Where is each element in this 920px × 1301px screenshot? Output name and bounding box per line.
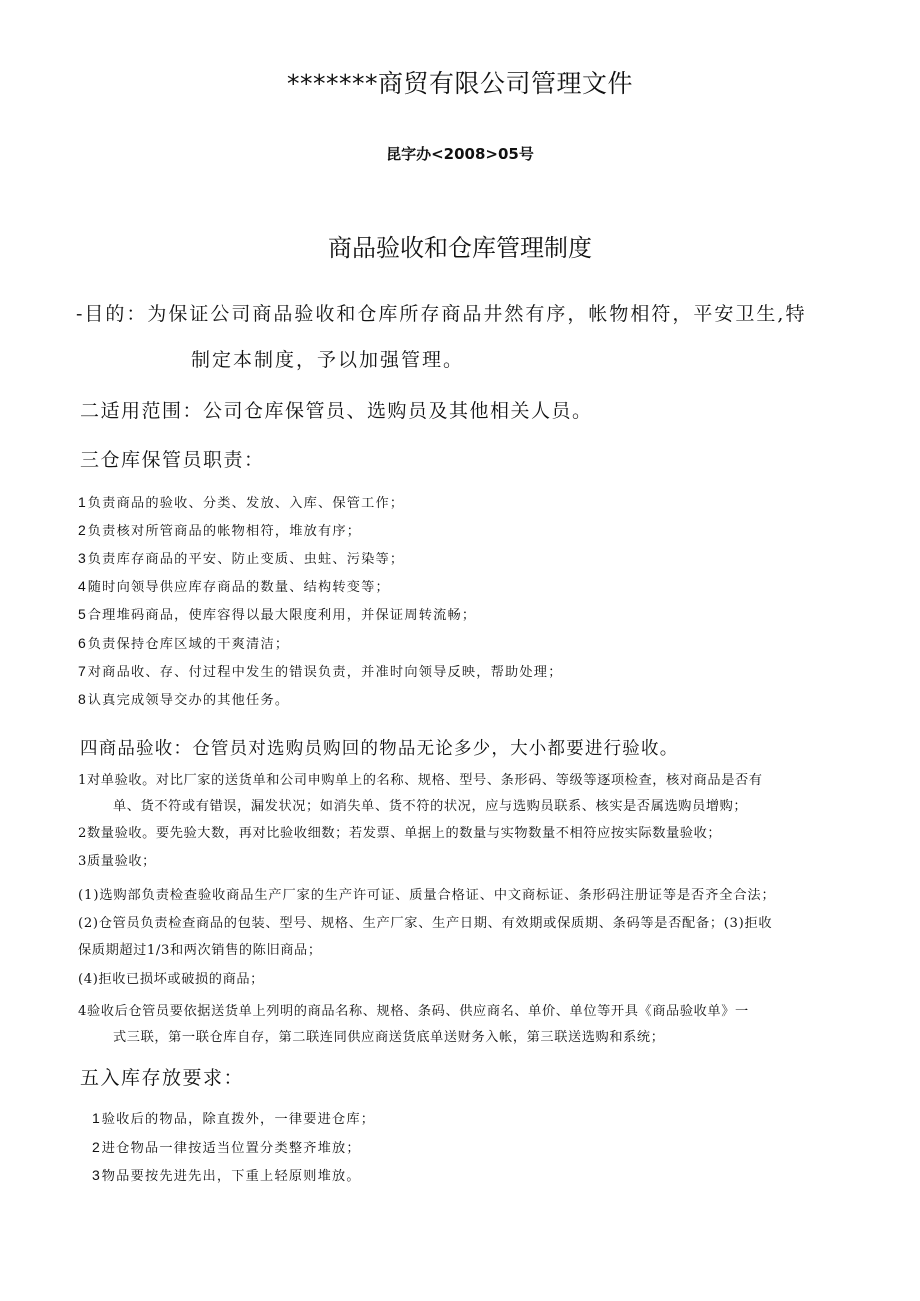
duty-item: 4 随时向领导供应库存商品的数量、结构转变等；	[78, 578, 390, 595]
duty-item: 2 负责核对所管商品的帐物相符，堆放有序；	[78, 522, 362, 539]
section-4-heading: 四商品验收：仓管员对选购员购回的物品无论多少，大小都要进行验收。	[80, 739, 679, 759]
acceptance-item-1-line-2: 单、货不符或有错误，漏发状况；如消失单、货不符的状况，应与选购员联系、核实是否属选购员增购；	[113, 799, 748, 814]
duty-item: 6 负责保持仓库区域的干爽清洁；	[78, 635, 290, 652]
acceptance-item-4-line-2: 式三联，第一联仓库自存，第二联连同供应商送货底单送财务入帐，第三联送选购和系统；	[113, 1030, 665, 1045]
duty-item: 5 合理堆码商品，使库容得以最大限度利用，并保证周转流畅；	[78, 606, 477, 623]
acceptance-item-2: 2数量验收。要先验大数，再对比验收细数；若发票、单据上的数量与实物数量不相符应按实际数量验收；	[78, 826, 722, 841]
document-title: 商品验收和仓库管理制度	[328, 234, 592, 262]
acceptance-item-4-line-1: 4验收后仓管员要依据送货单上列明的商品名称、规格、条码、供应商名、单价、单位等开具《商品验收单》一	[78, 1004, 749, 1019]
storage-item: 1 验收后的物品，除直拨外，一律要进仓库；	[92, 1110, 376, 1127]
duty-item: 7 对商品收、存、付过程中发生的错误负责，并准时向领导反映，帮助处理；	[78, 663, 563, 680]
duty-item: 8 认真完成领导交办的其他任务。	[78, 691, 290, 708]
acceptance-item-3: 3质量验收；	[78, 854, 156, 869]
acceptance-item-1-line-1: 1对单验收。对比厂家的送货单和公司申购单上的名称、规格、型号、条形码、等级等逐项检查，核对商品是否有	[78, 773, 763, 788]
duty-item: 3 负责库存商品的平安、防止变质、虫蛀、污染等；	[78, 550, 405, 567]
quality-subitem-2-line-2: 保质期超过1/3和两次销售的陈旧商品；	[78, 943, 322, 958]
quality-subitem-2-line-1: (2)仓管员负责检查商品的包装、型号、规格、生产厂家、生产日期、有效期或保质期、条码等是否配备；(3)拒收	[78, 916, 773, 931]
document-number: 昆字办<2008>05号	[386, 145, 534, 163]
section-1-line-1: -目的：为保证公司商品验收和仓库所存商品井然有序，帐物相符，平安卫生,特	[76, 303, 807, 325]
storage-item: 2 进仓物品一律按适当位置分类整齐堆放；	[92, 1139, 361, 1156]
company-header: *******商贸有限公司管理文件	[286, 69, 633, 98]
quality-subitem-4: (4)拒收已损坏或破损的商品；	[78, 972, 264, 987]
section-2-heading: 二适用范围：公司仓库保管员、选购员及其他相关人员。	[80, 400, 593, 422]
section-5-heading: 五入库存放要求：	[80, 1067, 245, 1089]
section-3-heading: 三仓库保管员职责：	[80, 449, 265, 471]
storage-item: 3 物品要按先进先出，下重上轻原则堆放。	[92, 1167, 361, 1184]
duty-item: 1 负责商品的验收、分类、发放、入库、保管工作；	[78, 494, 405, 511]
section-1-line-2: 制定本制度，予以加强管理。	[191, 349, 465, 371]
quality-subitem-1: (1)选购部负责检查验收商品生产厂家的生产许可证、质量合格证、中文商标证、条形码注册证等是否齐全合法；	[78, 888, 776, 903]
